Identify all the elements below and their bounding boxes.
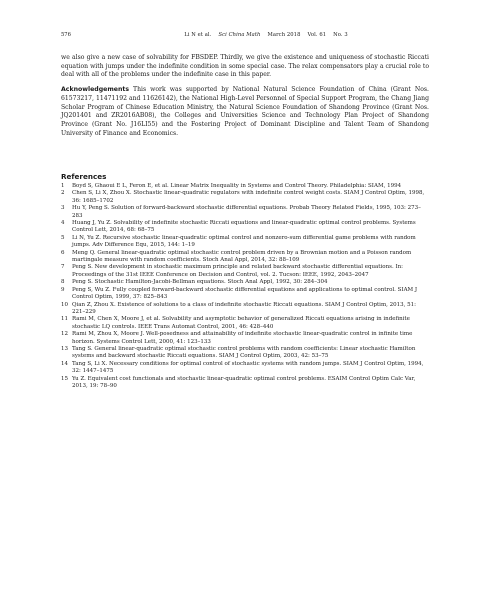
reference-number: 7 bbox=[61, 264, 65, 271]
reference-item bbox=[61, 264, 429, 279]
reference-number: 10 bbox=[61, 301, 68, 308]
reference-text: Li N, Yu Z. Recursive stochastic linear-quadratic optimal control and nonzero-sum differential game problems with random jumps. Adv Difference Equ, 2015, 144: 1–19 bbox=[72, 234, 416, 249]
reference-number: 6 bbox=[61, 249, 65, 256]
reference-text: Yu Z. Equivalent cost functionals and stochastic linear-quadratic optimal control problems. ESAIM Control Optim Calc Var, 2013, 19: 78–90 bbox=[72, 375, 416, 389]
reference-text: Peng S. New development in stochastic maximum principle and related backward stochastic differential equations. In: Proceedings of the 31st IEEE Conference on Decision and Control, vol. 2. Tucson: IEEE, 1992, 2043–2047 bbox=[72, 264, 404, 278]
acknowledgements bbox=[61, 86, 429, 138]
header-issue: No. 3 bbox=[333, 32, 348, 38]
reference-item bbox=[61, 220, 429, 235]
reference-number: 3 bbox=[61, 205, 65, 212]
reference-number: 14 bbox=[61, 360, 68, 367]
reference-text: Huang J, Yu Z. Solvability of indefinite stochastic Riccati equations and linear-quadratic optimal control problems. Systems Control Lett, 2014, 68: 68–75 bbox=[72, 220, 416, 234]
references-list bbox=[61, 183, 429, 390]
reference-text: Qian Z, Zhou X. Existence of solutions to a class of indefinite stochastic Riccati equations. SIAM J Control Optim, 2013, 51: 221–229 bbox=[72, 301, 416, 315]
reference-item bbox=[61, 190, 429, 205]
reference-number: 11 bbox=[61, 316, 68, 323]
reference-item bbox=[61, 205, 429, 220]
reference-item bbox=[61, 316, 429, 331]
reference-text: Chen S, Li X, Zhou X. Stochastic linear-quadratic regulators with indefinite control weight costs. SIAM J Control Optim, 1998, 36: 1685–1702 bbox=[72, 190, 425, 204]
acknowledgements-heading: Acknowledgements bbox=[61, 86, 130, 94]
intro-paragraph: we also give a new case of solvability for FBSDEP. Thirdly, we give the existence and uniqueness of stochastic Riccati equation with jumps under the indefinite condition in some special case. The relax compensators play a crucial role to deal with all of the problems under the indefinite case in this paper. bbox=[61, 54, 429, 79]
reference-item bbox=[61, 302, 429, 317]
body-text bbox=[61, 54, 429, 138]
reference-item bbox=[61, 287, 429, 302]
reference-text: Tang S, Li X. Necessary conditions for optimal control of stochastic systems with random jumps. SIAM J Control Optim, 1994, 32: 1447–1475 bbox=[72, 360, 424, 375]
reference-number: 13 bbox=[61, 345, 68, 352]
reference-text: Hu Y, Peng S. Solution of forward-backward stochastic differential equations. Probab Theory Related Fields, 1995, 103: 273–283 bbox=[72, 205, 421, 219]
reference-text: Rami M, Chen X, Moore J, et al. Solvability and asymptotic behavior of generalized Riccati equations arising in indefinite stochastic LQ controls. IEEE Trans Automat Control, 2001, 46: 428–440 bbox=[72, 316, 410, 330]
reference-text: Peng S. Stochastic Hamilton-Jacobi-Bellman equations. Stoch Anal Appl, 1992, 30: 284–304 bbox=[72, 279, 328, 286]
reference-text: Peng S, Wu Z. Fully coupled forward-backward stochastic differential equations and applications to optimal control. SIAM J Control Optim, 1999, 37: 825–843 bbox=[72, 286, 418, 301]
header-volume: Vol. 61 bbox=[307, 32, 327, 38]
acknowledgements-text: This work was supported by National Natural Science Foundation of China (Grant Nos. 61573217, 11471192 and 11626142), the National High-Level Personnel of Special Support Program, the Chang Jiang Scholar Program of Chinese Education Ministry, the Natural Science Foundation of Shandong Province (Grant Nos. JQ201401 and ZR2016AB08), the Colleges and Universities Science and Technology Plan Project of Shandong Province (Grant No. J16LI55) and the Fostering Project of Dominant Discipline and Talent Team of Shandong University of Finance and Economics. bbox=[61, 86, 429, 137]
header-authors: Li N et al. bbox=[184, 32, 212, 38]
reference-item bbox=[61, 235, 429, 250]
reference-number: 2 bbox=[61, 190, 65, 197]
reference-text: Tang S. General linear-quadratic optimal stochastic control problems with random coefficients: Linear stochastic Hamilton systems and backward stochastic Riccati equations. SIAM J Control Optim, 2003, 42: 53–75 bbox=[72, 345, 416, 360]
reference-item bbox=[61, 376, 429, 391]
page-number: 576 bbox=[61, 32, 71, 38]
reference-number: 15 bbox=[61, 375, 68, 382]
reference-text: Rami M, Zhou X, Moore J. Well-posedness and attainability of indefinite stochastic linear-quadratic control in infinite time horizon. Systems Control Lett, 2000, 41: 123–133 bbox=[72, 331, 413, 345]
running-title bbox=[101, 32, 431, 38]
header-journal: Sci China Math bbox=[218, 32, 261, 38]
reference-text: Meng Q. General linear-quadratic optimal stochastic control problem driven by a Brownian motion and a Poisson random martingale measure with random coefficients. Stoch Anal Appl, 2014, 32: 88–109 bbox=[72, 249, 412, 264]
reference-number: 1 bbox=[61, 183, 65, 189]
reference-item bbox=[61, 183, 429, 190]
reference-text: Boyd S, Ghaoui E L, Feron E, et al. Linear Matrix Inequality in Systems and Control Theory. Philadelphia: SIAM, 1994 bbox=[72, 183, 402, 189]
reference-number: 8 bbox=[61, 279, 65, 286]
reference-item bbox=[61, 279, 429, 286]
reference-item bbox=[61, 250, 429, 265]
reference-item bbox=[61, 331, 429, 346]
reference-number: 12 bbox=[61, 331, 68, 338]
reference-number: 4 bbox=[61, 220, 65, 227]
running-header bbox=[61, 32, 431, 38]
references-heading: References bbox=[61, 172, 107, 181]
reference-item bbox=[61, 361, 429, 376]
reference-item bbox=[61, 346, 429, 361]
reference-number: 9 bbox=[61, 286, 65, 293]
reference-number: 5 bbox=[61, 234, 65, 241]
header-date: March 2018 bbox=[267, 32, 301, 38]
